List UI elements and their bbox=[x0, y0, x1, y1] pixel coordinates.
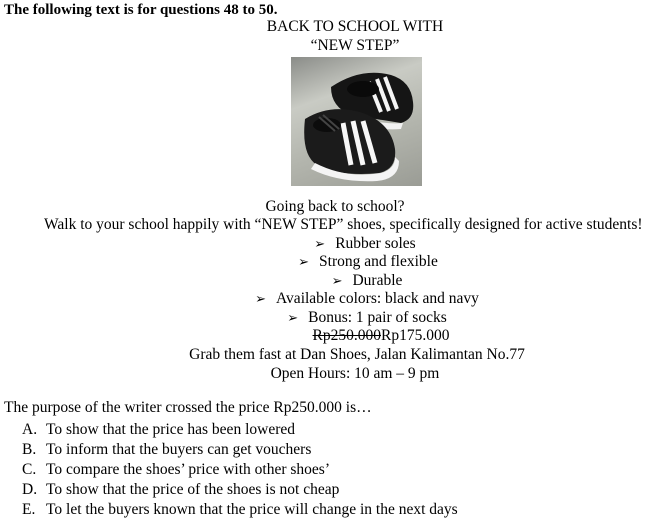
open-hours: Open Hours: 10 am – 9 pm bbox=[270, 365, 440, 382]
ad-tagline: Going back to school? bbox=[265, 198, 405, 215]
option-text: To inform that the buyers can get vouchers bbox=[46, 441, 312, 458]
option-b[interactable] bbox=[22, 441, 311, 459]
option-letter: D. bbox=[22, 481, 38, 498]
option-e[interactable] bbox=[22, 501, 458, 519]
option-text: To show that the price of the shoes is not cheap bbox=[46, 481, 340, 498]
store-location: Grab them fast at Dan Shoes, Jalan Kalimantan No.77 bbox=[189, 346, 525, 363]
old-price: Rp250.000 bbox=[312, 327, 381, 344]
option-text: To compare the shoes’ price with other shoes’ bbox=[46, 461, 330, 478]
option-c[interactable] bbox=[22, 461, 330, 479]
ad-title-line1: BACK TO SCHOOL WITH bbox=[266, 18, 444, 35]
intro-text: The following text is for questions 48 to 50. bbox=[4, 2, 278, 18]
option-letter: C. bbox=[22, 461, 37, 478]
feature-item: ➢ Rubber soles bbox=[30, 235, 670, 253]
feature-item: ➢ Strong and flexible bbox=[33, 253, 670, 271]
new-price: Rp175.000 bbox=[381, 327, 450, 344]
price-line bbox=[46, 327, 670, 345]
ad-description: Walk to your school happily with “NEW STEP” shoes, specifically designed for active students! bbox=[44, 216, 643, 233]
sneaker-illustration bbox=[291, 57, 422, 186]
option-a[interactable] bbox=[22, 421, 295, 439]
feature-item: ➢ Durable bbox=[32, 272, 670, 290]
option-text: To let the buyers known that the price will change in the next days bbox=[46, 501, 458, 518]
option-text: To show that the price has been lowered bbox=[46, 421, 295, 438]
feature-item: ➢ Bonus: 1 pair of socks bbox=[32, 309, 670, 327]
option-d[interactable] bbox=[22, 481, 339, 499]
shoes-photo bbox=[291, 57, 422, 186]
ad-title-line2: “NEW STEP” bbox=[310, 37, 400, 54]
option-letter: B. bbox=[22, 441, 37, 458]
question-text: The purpose of the writer crossed the price Rp250.000 is… bbox=[4, 399, 372, 416]
option-letter: E. bbox=[22, 501, 36, 518]
option-letter: A. bbox=[22, 421, 38, 438]
feature-item: ➢ Available colors: black and navy bbox=[32, 290, 670, 308]
